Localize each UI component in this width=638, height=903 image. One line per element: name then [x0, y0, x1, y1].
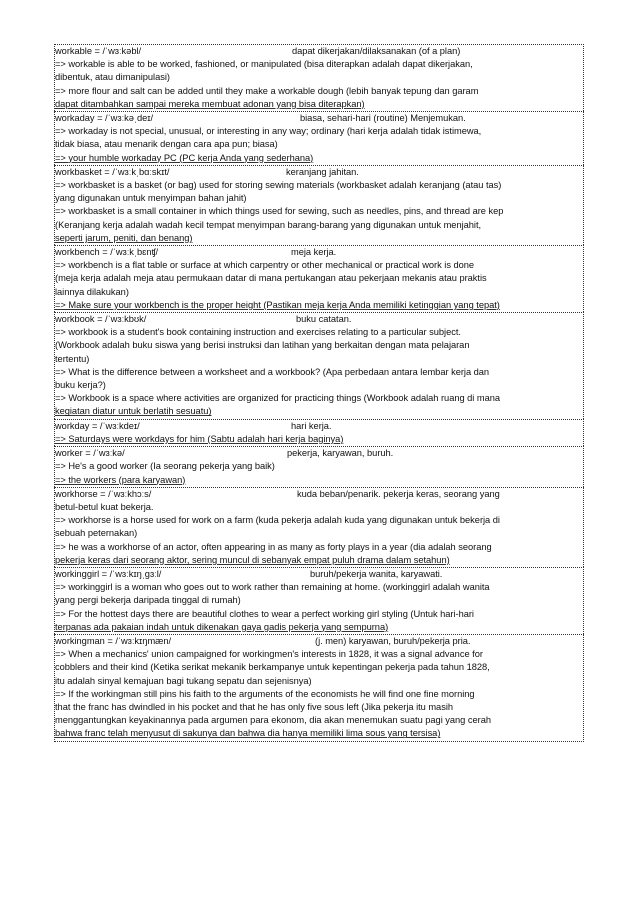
entry-header: [55, 568, 583, 581]
definition-line: tertentu): [55, 353, 90, 364]
headword: workinggirl = /ˈwɜːkɪŋˌɡɜːl/: [55, 568, 162, 579]
dictionary-entry: [54, 419, 584, 446]
entry-header: [55, 45, 583, 58]
entry-meaning: meja kerja.: [291, 247, 337, 258]
definition-line: betul-betul kuat bekerja.: [55, 501, 154, 512]
definition-line: => workbasket is a basket (or bag) used for storing sewing materials (workbasket adalah keranjang (atau tas): [55, 180, 502, 191]
dictionary-page: [54, 44, 584, 742]
dictionary-entry: [54, 44, 584, 111]
entry-meaning: (j. men) karyawan, buruh/pekerja pria.: [315, 635, 471, 646]
headword: workday = /ˈwɜːkdeɪ/: [55, 420, 140, 431]
definition-line: cobblers and their kind (Ketika serikat mekanik berkampanye untuk kepentingan pekerja pada tahun 1828,: [55, 662, 490, 673]
definition-line: => If the workingman still pins his faith to the arguments of the economists he will find one fine morning: [55, 688, 475, 699]
dictionary-entry: [54, 245, 584, 312]
definition-line: buku kerja?): [55, 380, 106, 391]
definition-line: => Workbook is a space where activities are organized for practicing things (Workbook adalah ruang di mana: [55, 393, 501, 404]
definition-line: => workinggirl is a woman who goes out to work rather than remaining at home. (workinggirl adalah wanita: [55, 582, 490, 593]
definition-line: => workbench is a flat table or surface at which carpentry or other mechanical or practical work is done: [55, 260, 475, 271]
definition-line: pekerja keras dari seorang aktor, sering muncul di sebanyak empat puluh drama dalam setahun): [55, 554, 450, 565]
entry-meaning: hari kerja.: [291, 420, 332, 431]
entry-meaning: pekerja, karyawan, buruh.: [287, 448, 394, 459]
definition-line: sebuah peternakan): [55, 528, 138, 539]
dictionary-entry: [54, 567, 584, 634]
definition-line: terpanas ada pakaian indah untuk dikenakan gaya gadis pekerja yang sempurna): [55, 621, 389, 632]
entry-meaning: dapat dikerjakan/dilaksanakan (of a plan): [292, 46, 461, 56]
dictionary-entry: [54, 312, 584, 419]
definition-line: (meja kerja adalah meja atau permukaan datar di mana pertukangan atau pekerjaan mekanis atau praktis: [55, 273, 487, 284]
definition-line: lainnya dilakukan): [55, 286, 129, 297]
definition-line: bahwa franc telah menyusut di sakunya dan bahwa dia hanya memiliki lima sous yang tersisa): [55, 728, 441, 739]
definition-line: => workable is able to be worked, fashioned, or manipulated (bisa diterapkan adalah dapat dikerjakan,: [55, 59, 473, 70]
headword: workingman = /ˈwɜːkɪŋmæn/: [55, 635, 172, 646]
entry-meaning: buruh/pekerja wanita, karyawati.: [310, 568, 443, 579]
definition-line: yang pergi bekerja daripada tinggal di rumah): [55, 595, 241, 606]
definition-line: => your humble workaday PC (PC kerja Anda yang sederhana): [55, 152, 314, 163]
entry-header: [55, 447, 583, 460]
entry-header: [55, 246, 583, 259]
entry-meaning: keranjang jahitan.: [286, 166, 359, 177]
headword: workbook = /ˈwɜːkbʊk/: [55, 314, 147, 325]
entry-header: [55, 112, 583, 125]
definition-line: => workbook is a student's book containing instruction and exercises relating to a particular subject.: [55, 327, 461, 338]
dictionary-entry: [54, 165, 584, 245]
headword: workbasket = /ˈwɜːkˌbɑːskɪt/: [55, 166, 170, 177]
definition-line: => What is the difference between a worksheet and a workbook? (Apa perbedaan antara lembar kerja dan: [55, 366, 490, 377]
dictionary-entry: [54, 111, 584, 165]
definition-line: => workhorse is a horse used for work on a farm (kuda pekerja adalah kuda yang digunakan untuk bekerja di: [55, 515, 500, 526]
headword: workable = /ˈwɜːkəbl/: [55, 46, 142, 56]
definition-line: => workaday is not special, unusual, or interesting in any way; ordinary (hari kerja adalah tidak istimewa,: [55, 126, 482, 137]
definition-line: => When a mechanics' union campaigned for workingmen's interests in 1828, it was a signal advance for: [55, 649, 483, 660]
definition-line: itu adalah sinyal kemajuan bagi tukang sepatu dan sejenisnya): [55, 675, 312, 686]
headword: workaday = /ˈwɜːkəˌdeɪ/: [55, 113, 154, 124]
definition-line: menggantungkan keyakinannya pada argumen para ekonom, dia akan menemukan suatu pagi yang cerah: [55, 715, 491, 726]
entry-header: [55, 488, 583, 501]
definition-line: (Keranjang kerja adalah wadah kecil tempat menyimpan barang-barang yang digunakan untuk menjahit,: [55, 219, 482, 230]
definition-line: => workbasket is a small container in which things used for sewing, such as needles, pins, and thread are kep: [55, 206, 504, 217]
definition-line: kegiatan diatur untuk berlatih sesuatu): [55, 406, 212, 417]
dictionary-entry: [54, 487, 584, 567]
definition-line: that the franc has dwindled in his pocket and that he has only five sous left (Jika pekerja itu masih: [55, 701, 453, 712]
definition-line: => he was a workhorse of an actor, often appearing in as many as forty plays in a year (dia adalah seorang: [55, 541, 492, 552]
definition-line: tidak biasa, atau menarik dengan cara apa pun; biasa): [55, 139, 278, 150]
definition-line: dibentuk, atau dimanipulasi): [55, 72, 170, 83]
definition-line: => He's a good worker (Ia seorang pekerja yang baik): [55, 461, 275, 472]
dictionary-entry: [54, 634, 584, 742]
entry-meaning: kuda beban/penarik. pekerja keras, seorang yang: [297, 488, 500, 499]
entry-header: [55, 313, 583, 326]
entry-header: [55, 420, 583, 433]
headword: workhorse = /ˈwɜːkhɔːs/: [55, 488, 152, 499]
dictionary-entry: [54, 446, 584, 487]
definition-line: seperti jarum, peniti, dan benang): [55, 232, 193, 243]
entry-meaning: biasa, sehari-hari (routine) Menjemukan.: [300, 113, 466, 124]
entry-header: [55, 166, 583, 179]
definition-line: dapat ditambahkan sampai mereka membuat adonan yang bisa diterapkan): [55, 98, 365, 109]
definition-line: => Saturdays were workdays for him (Sabtu adalah hari kerja baginya): [55, 433, 344, 444]
definition-line: (Workbook adalah buku siswa yang berisi instruksi dan latihan yang berkaitan dengan mata pelajaran: [55, 340, 470, 351]
definition-line: => For the hottest days there are beautiful clothes to wear a perfect working girl styling (Untuk hari-hari: [55, 608, 474, 619]
entry-meaning: buku catatan.: [296, 314, 352, 325]
definition-line: yang digunakan untuk menyimpan bahan jahit): [55, 193, 247, 204]
headword: worker = /ˈwɜːkə/: [55, 448, 125, 459]
entry-header: [55, 635, 583, 648]
definition-line: => Make sure your workbench is the proper height (Pastikan meja kerja Anda memiliki ketinggian yang tepat): [55, 299, 500, 310]
headword: workbench = /ˈwɜːkˌbɛnʧ/: [55, 247, 158, 258]
definition-line: => more flour and salt can be added until they make a workable dough (lebih banyak tepung dan garam: [55, 85, 479, 96]
definition-line: => the workers (para karyawan): [55, 474, 186, 485]
